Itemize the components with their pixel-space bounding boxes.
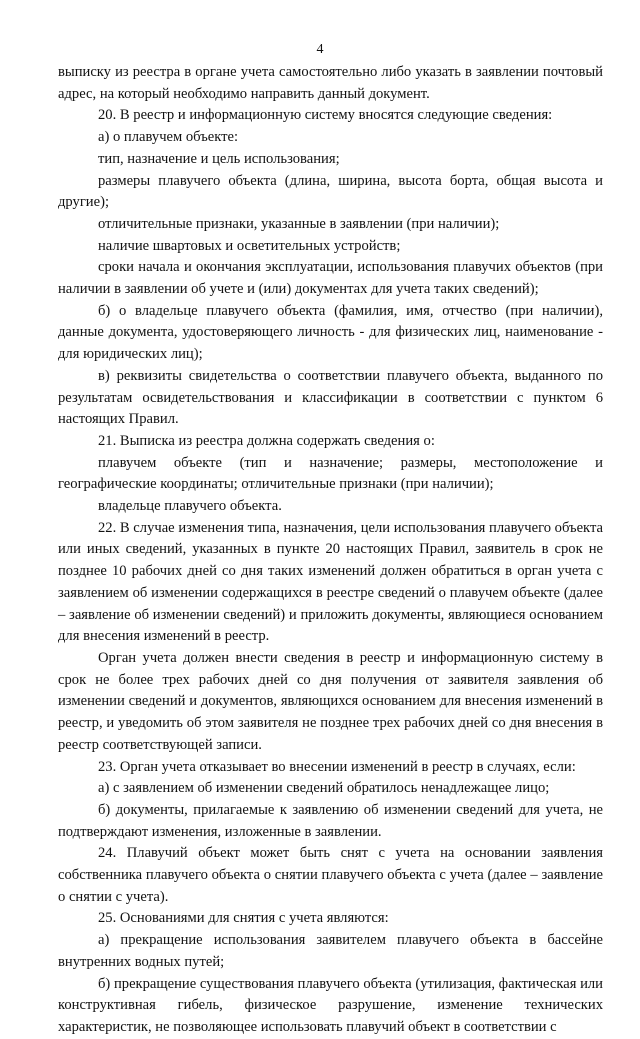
paragraph: 22. В случае изменения типа, назначения, цели использования плавучего объекта или иных сведений, указанных в пункте 20 настоящих Правил, заявитель в срок не позднее 10 рабочих дней со дня таких изменений должен обратиться в орган учета с заявлением об изменении содержащихся в реестре сведений о плавучем объекте (далее – заявление об изменении сведений) и приложить документы, являющиеся основанием для внесения изменений в реестр. xyxy=(58,519,603,645)
paragraph: а) о плавучем объекте: xyxy=(98,129,239,146)
paragraph: 25. Основаниями для снятия с учета являются: xyxy=(98,910,389,927)
paragraph: владельце плавучего объекта. xyxy=(98,498,282,515)
paragraph: 23. Орган учета отказывает во внесении изменений в реестр в случаях, если: xyxy=(98,758,576,775)
paragraph: а) с заявлением об изменении сведений обратилось ненадлежащее лицо; xyxy=(98,780,550,797)
paragraph: б) прекращение существования плавучего объекта (утилизация, фактическая или конструктивная гибель, физическое разрушение, изменение технических характеристик, не позволяющее использовать плавучий объект в соответствии с xyxy=(58,975,603,1035)
paragraph: выписку из реестра в органе учета самостоятельно либо указать в заявлении почтовый адрес, на который необходимо направить данный документ. xyxy=(58,64,603,102)
paragraph: 24. Плавучий объект может быть снят с учета на основании заявления собственника плавучего объекта о снятии плавучего объекта с учета (далее – заявление о снятии с учета). xyxy=(58,845,603,905)
paragraph: отличительные признаки, указанные в заявлении (при наличии); xyxy=(98,215,500,232)
paragraph: плавучем объекте (тип и назначение; размеры, местоположение и географические координаты; отличительные признаки (при наличии); xyxy=(58,454,603,493)
paragraph: б) о владельце плавучего объекта (фамилия, имя, отчество (при наличии), данные документа, удостоверяющего личность - для физических лиц, наименование - для юридических лиц); xyxy=(58,302,603,363)
paragraph: в) реквизиты свидетельства о соответствии плавучего объекта, выданного по результатам освидетельствования и классификации в соответствии с пунктом 6 настоящих Правил. xyxy=(58,367,603,428)
paragraph: б) документы, прилагаемые к заявлению об изменении сведений для учета, не подтверждают изменения, изложенные в заявлении. xyxy=(58,801,603,840)
paragraph: тип, назначение и цель использования; xyxy=(98,150,340,167)
paragraph: наличие швартовых и осветительных устройств; xyxy=(98,237,401,254)
document-body xyxy=(58,62,603,1039)
paragraph: сроки начала и окончания эксплуатации, использования плавучих объектов (при наличии в заявлении об учете и (или) документах для учета таких сведений); xyxy=(58,259,603,298)
paragraph: а) прекращение использования заявителем плавучего объекта в бассейне внутренних водных путей; xyxy=(58,932,603,970)
paragraph: 20. В реестр и информационную систему вносятся следующие сведения: xyxy=(98,107,553,124)
paragraph: 21. Выписка из реестра должна содержать сведения о: xyxy=(98,432,435,449)
paragraph: Орган учета должен внести сведения в реестр и информационную систему в срок не более трех рабочих дней со дня получения от заявителя заявления об изменении сведений и документов, являющихся основанием для внесения изменений в реестр, и уведомить об этом заявителя не позднее трех рабочих дней со дня внесения в реестр соответствующей записи. xyxy=(58,649,603,753)
page-number: 4 xyxy=(316,42,324,57)
paragraph: размеры плавучего объекта (длина, ширина, высота борта, общая высота и другие); xyxy=(58,172,603,211)
